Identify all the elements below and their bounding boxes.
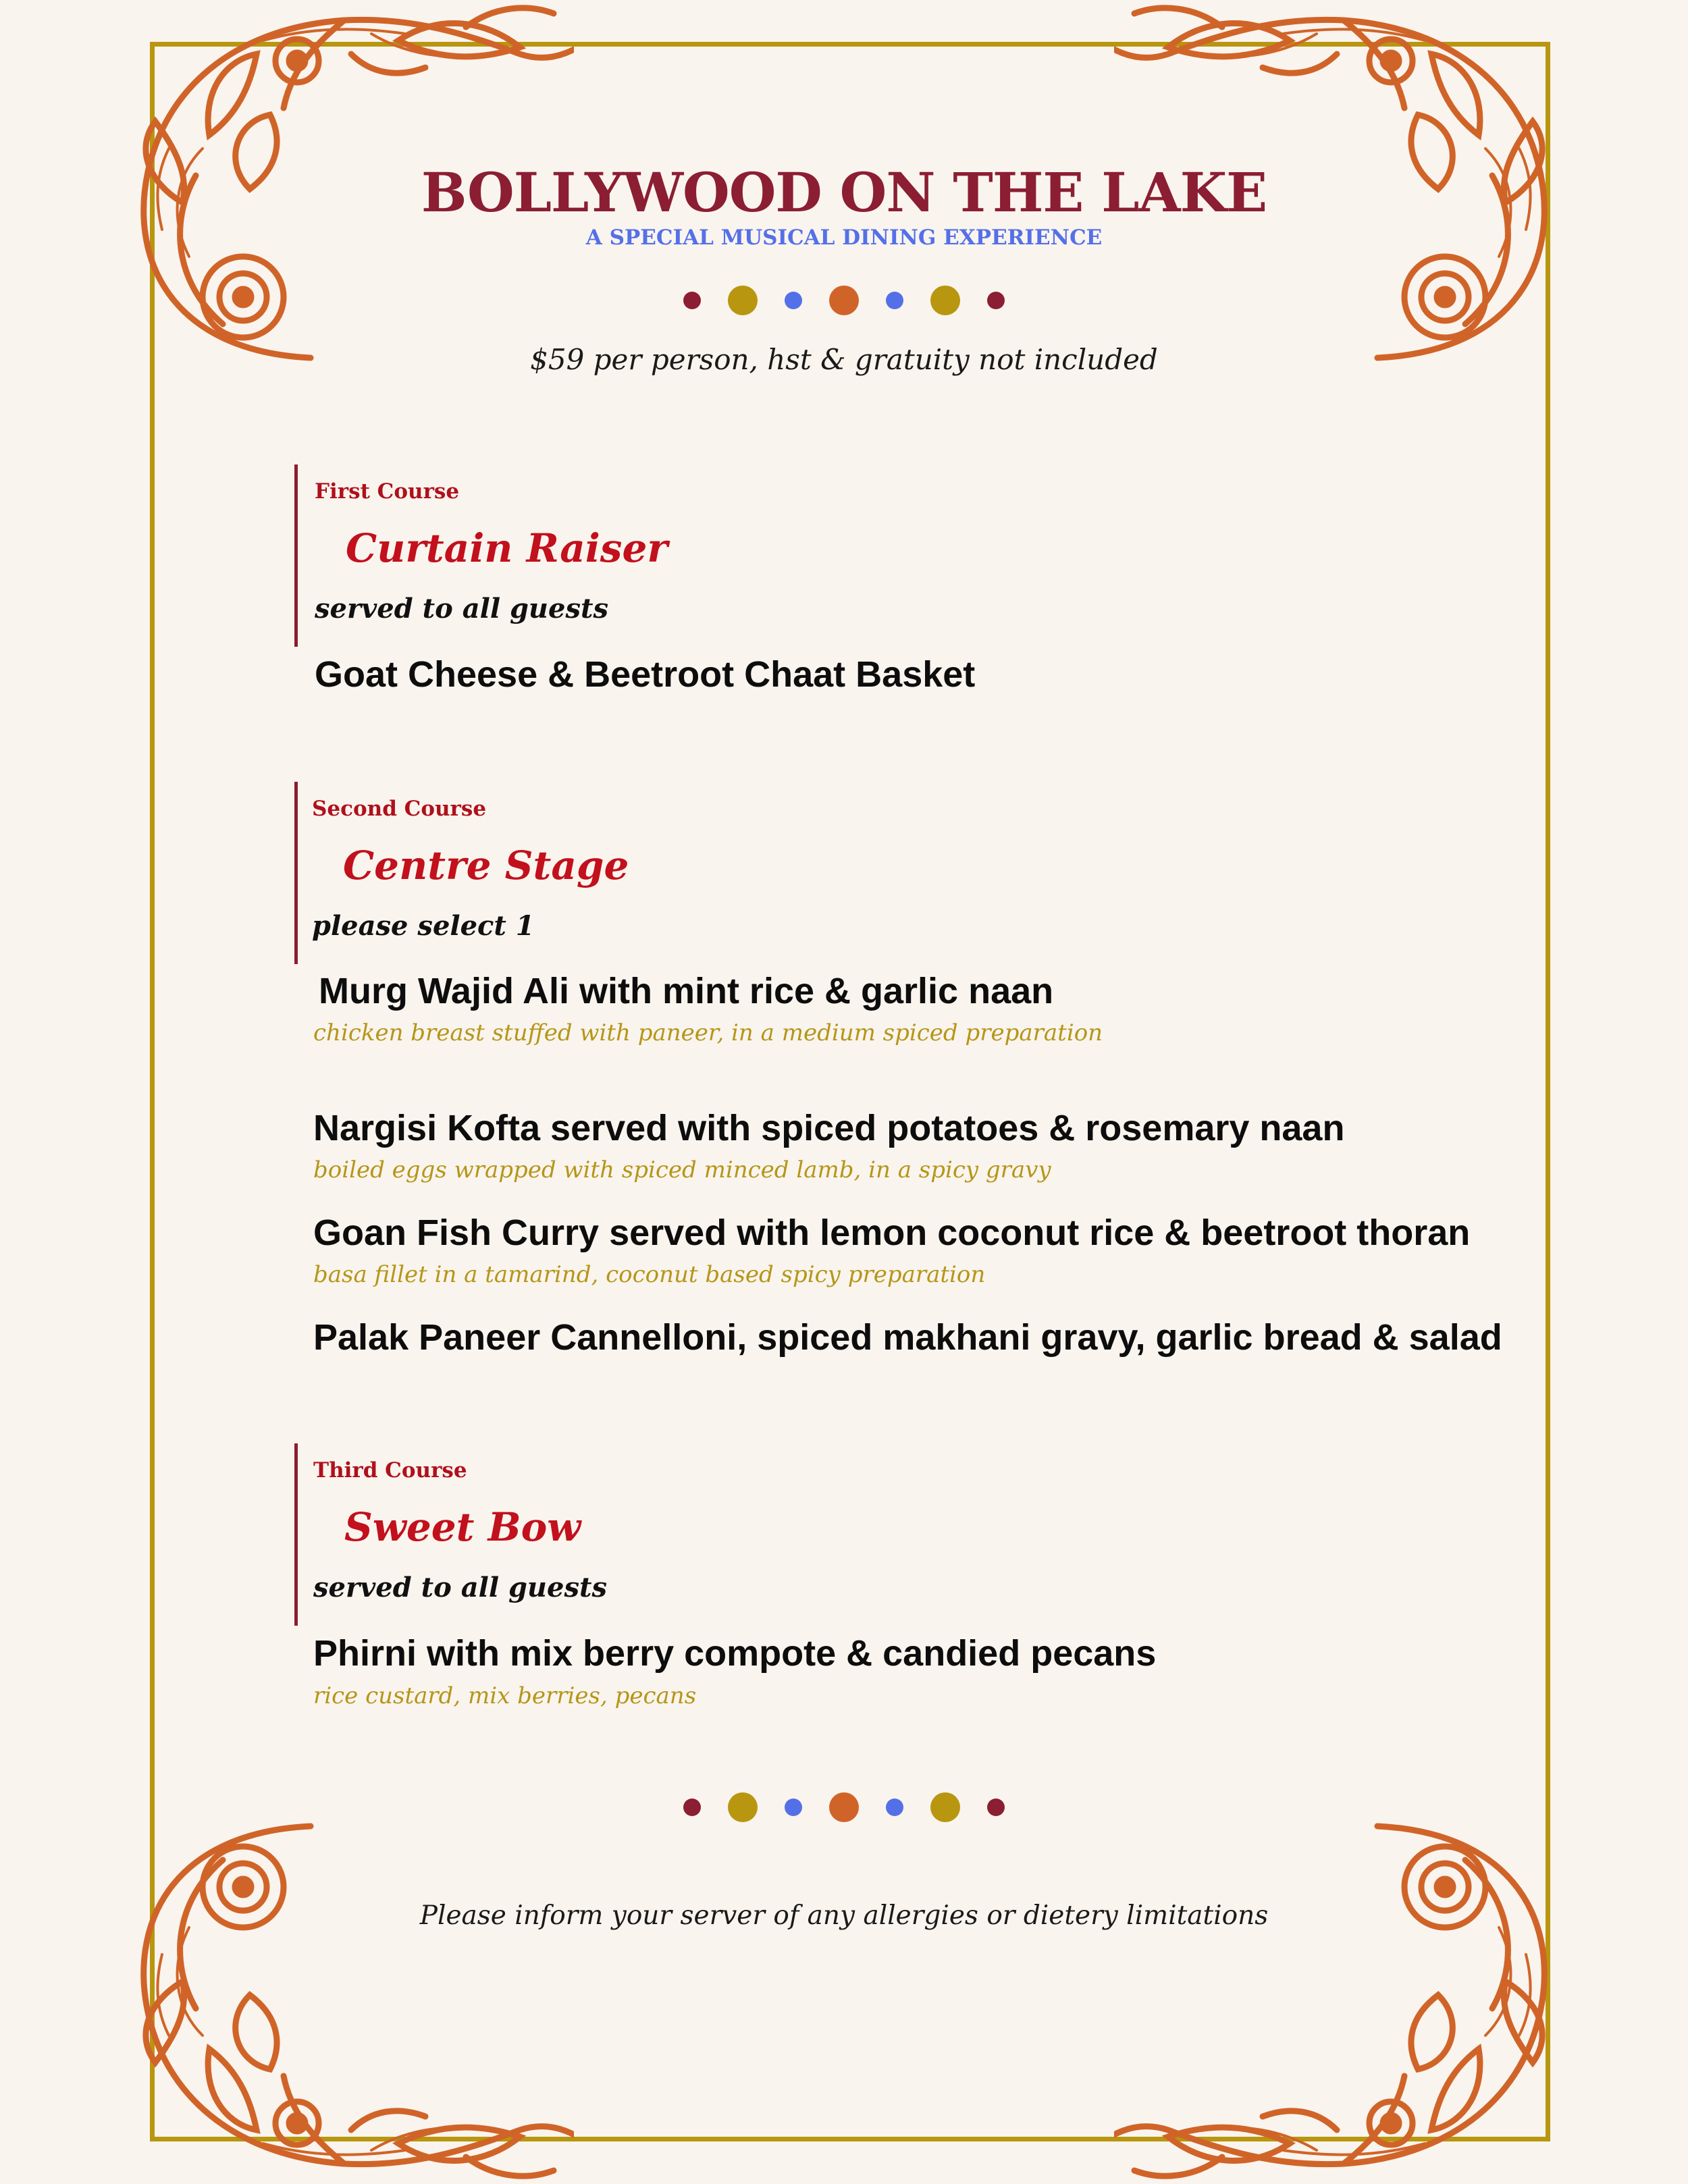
dot-icon	[785, 1799, 802, 1816]
dish-name: Goan Fish Curry served with lemon coconut rice & beetroot thoran	[313, 1213, 1471, 1253]
course-accent-bar	[294, 782, 298, 964]
course-note: please select 1	[312, 910, 535, 942]
dot-icon	[886, 1799, 903, 1816]
dish-name: Palak Paneer Cannelloni, spiced makhani gravy, garlic bread & salad	[313, 1317, 1502, 1358]
menu-subtitle: A SPECIAL MUSICAL DINING EXPERIENCE	[585, 225, 1103, 250]
course-label: Third Course	[313, 1458, 467, 1483]
dot-icon	[829, 1792, 859, 1822]
dish-description: basa fillet in a tamarind, coconut based spicy preparation	[313, 1261, 986, 1288]
baroque-scroll-corner-icon	[88, 1765, 574, 2184]
ornament-corner-bottom-left	[88, 1765, 574, 2184]
dot-icon	[987, 1799, 1005, 1816]
dot-icon	[829, 286, 859, 315]
dot-icon	[886, 292, 903, 309]
course-accent-bar	[294, 1443, 298, 1626]
dish-name: Phirni with mix berry compote & candied pecans	[313, 1633, 1157, 1674]
dot-icon	[930, 1792, 960, 1822]
dot-icon	[683, 1799, 701, 1816]
allergy-note: Please inform your server of any allergies or dietery limitations	[419, 1900, 1269, 1931]
course-name: Centre Stage	[343, 843, 629, 888]
dish-name: Nargisi Kofta served with spiced potatoes & rosemary naan	[313, 1108, 1345, 1148]
dot-icon	[930, 286, 960, 315]
course-note: served to all guests	[313, 1572, 607, 1603]
dish-description: boiled eggs wrapped with spiced minced lamb, in a spicy gravy	[313, 1156, 1051, 1183]
dot-icon	[728, 1792, 758, 1822]
decorative-dots-top	[0, 284, 1688, 317]
dot-icon	[728, 286, 758, 315]
price-note: $59 per person, hst & gratuity not included	[530, 343, 1158, 376]
decorative-dots-bottom	[0, 1790, 1688, 1824]
course-name: Sweet Bow	[344, 1504, 581, 1550]
course-label: Second Course	[312, 797, 487, 821]
baroque-scroll-corner-icon	[1114, 1765, 1600, 2184]
dish-description: rice custard, mix berries, pecans	[313, 1682, 697, 1709]
dot-icon	[683, 292, 701, 309]
ornament-corner-bottom-right	[1114, 1765, 1600, 2184]
course-label: First Course	[315, 479, 460, 504]
dot-icon	[987, 292, 1005, 309]
menu-title: BOLLYWOOD ON THE LAKE	[421, 161, 1267, 224]
dish-name: Goat Cheese & Beetroot Chaat Basket	[315, 654, 976, 695]
course-note: served to all guests	[315, 593, 608, 624]
course-accent-bar	[294, 464, 298, 647]
dish-name: Murg Wajid Ali with mint rice & garlic naan	[319, 971, 1054, 1011]
course-name: Curtain Raiser	[346, 525, 668, 571]
dot-icon	[785, 292, 802, 309]
dish-description: chicken breast stuffed with paneer, in a medium spiced preparation	[313, 1019, 1103, 1046]
